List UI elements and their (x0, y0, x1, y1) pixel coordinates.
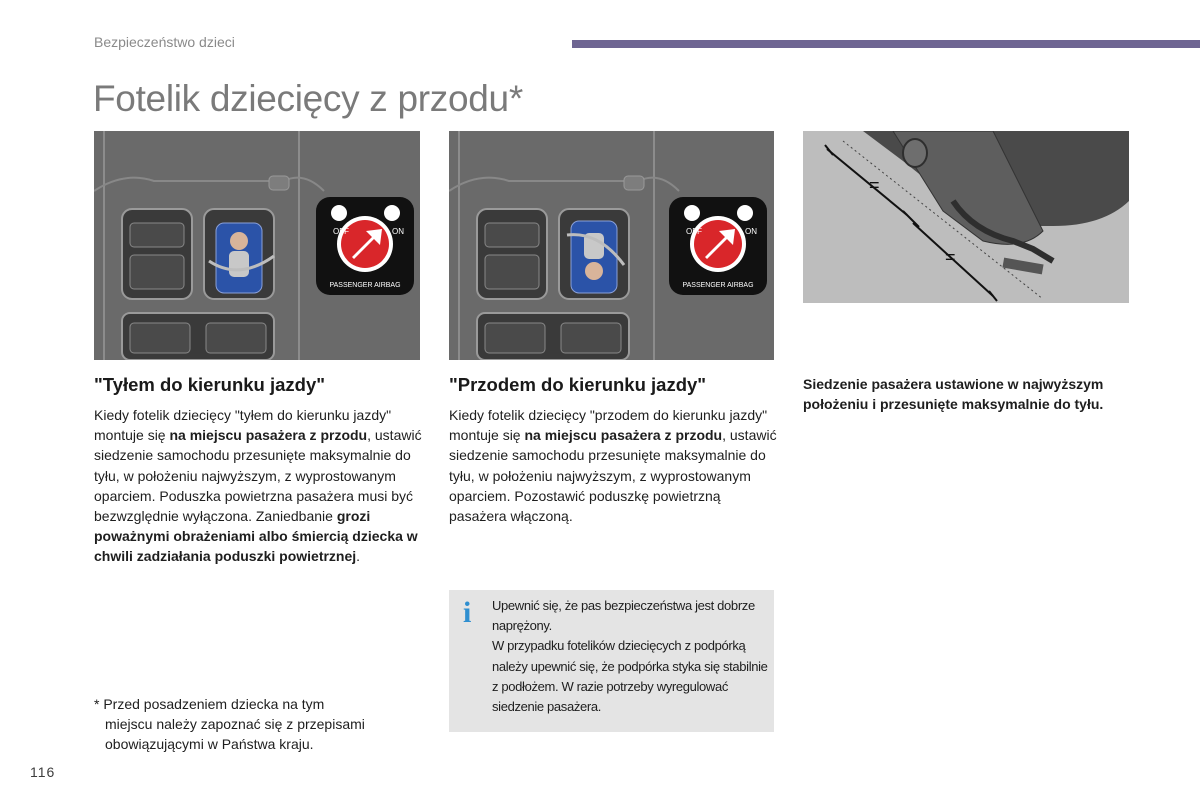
equal-mark-upper: = (869, 175, 880, 195)
equal-mark-lower: = (945, 247, 956, 267)
rear-facing-text: Kiedy fotelik dziecięcy "tyłem do kierunku jazdy" montuje się na miejscu pasażera z przodu, ustawić siedzenie samochodu przesunięte maksymalnie do tyłu, w położeniu najwyższym, z wyprostowanym oparciem. Poduszka powietrzna pasażera musi być bezwzględnie wyłączona. Zaniedbanie grozi poważnymi obrażeniami albo śmiercią dziecka w chwili zadziałania poduszki powietrznej. (94, 407, 422, 565)
passenger-seat (204, 209, 274, 299)
rear-bench (477, 313, 629, 360)
page-title: Fotelik dziecięcy z przodu* (93, 78, 523, 119)
passenger-airbag-text: PASSENGER AIRBAG (682, 282, 754, 289)
car-seat-left (477, 209, 547, 299)
airbag-off-text: OFF (333, 227, 349, 236)
forward-facing-seat-illustration (449, 131, 774, 360)
info-box (449, 590, 774, 732)
child-head (230, 232, 248, 250)
child-head (585, 262, 603, 280)
footnote: * Przed posadzeniem dziecka na tym miejscu należy zapoznać się z przepisami obowiązującymi w Państwa kraju. (94, 696, 365, 753)
forward-facing-heading: "Przodem do kierunku jazdy" (449, 374, 707, 395)
seat-position-illustration (803, 131, 1129, 303)
rear-facing-seat-illustration (94, 131, 420, 360)
seat-position-caption: Siedzenie pasażera ustawione w najwyższym położeniu i przesunięte maksymalnie do tyłu. (803, 376, 1104, 413)
airbag-on-text: ON (392, 227, 404, 236)
airbag-warning-label (669, 197, 767, 295)
page-number: 116 (30, 764, 56, 780)
rear-bench (122, 313, 274, 360)
rear-facing-section (94, 374, 424, 567)
passenger-seat (559, 209, 629, 299)
rear-facing-heading: "Tyłem do kierunku jazdy" (94, 374, 326, 395)
header-accent-bar (572, 40, 1200, 48)
forward-facing-text: Kiedy fotelik dziecięcy "przodem do kierunku jazdy" montuje się na miejscu pasażera z przodu, ustawić siedzenie samochodu przesunięte maksymalnie do tyłu, w położeniu najwyższym, z wyprostowanym oparciem. Pozostawić poduszkę powietrzną pasażera włączoną. (449, 407, 777, 525)
passenger-airbag-text: PASSENGER AIRBAG (329, 282, 401, 289)
forward-facing-section (449, 374, 779, 526)
airbag-off-text: OFF (686, 227, 702, 236)
airbag-on-text: ON (745, 227, 757, 236)
info-icon: i (463, 596, 472, 629)
airbag-warning-label (316, 197, 414, 295)
info-text: Upewnić się, że pas bezpieczeństwa jest dobrze naprężony. W przypadku fotelików dziecięcych z podpórką należy upewnić się, że podpórka styka się stabilnie z podłożem. W razie potrzeby wyregulować siedzenie pasażera. (492, 598, 768, 715)
section-header: Bezpieczeństwo dzieci (94, 34, 235, 50)
car-seat-left (122, 209, 192, 299)
